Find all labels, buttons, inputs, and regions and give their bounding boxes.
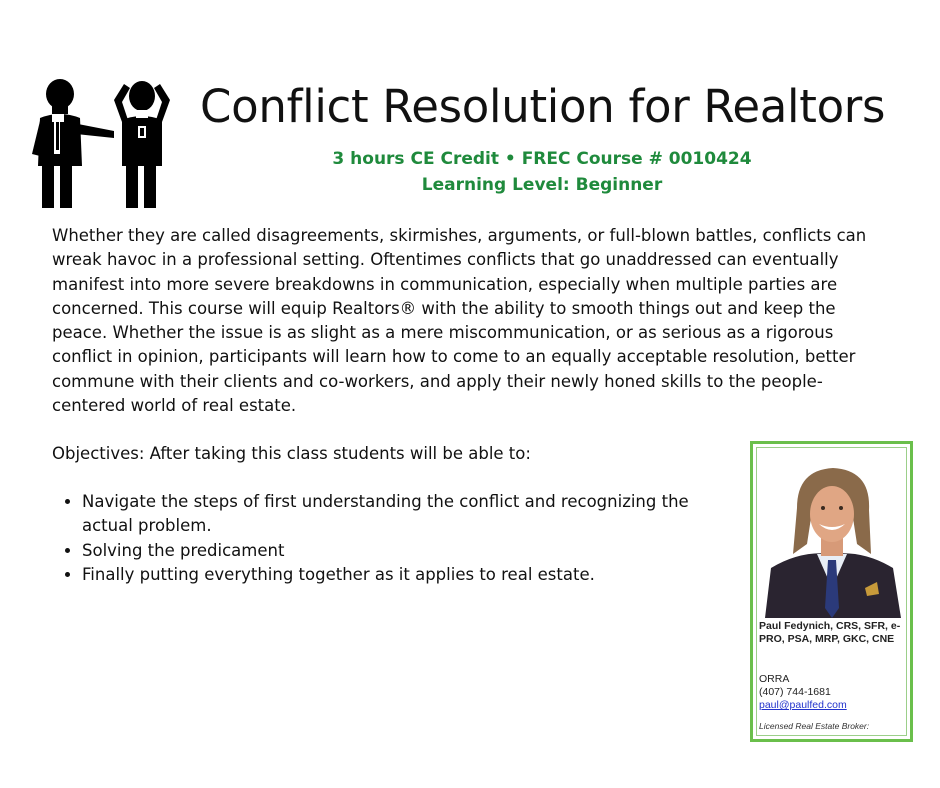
- learning-level: Learning Level: Beginner: [421, 175, 663, 195]
- objective-item: • Solving the predicament: [82, 539, 742, 563]
- objective-item: • Navigate the steps of first understanding the conflict and recognizing the actual problem.: [82, 490, 742, 539]
- instructor-org: ORRA: [759, 673, 790, 685]
- course-description: Whether they are called disagreements, skirmishes, arguments, or full-blown battles, conflicts can wreak havoc in a professional setting. Oftentimes conflicts that go unaddressed can eventually manifest into more severe breakdowns in communication, especially when multiple parties are concerned. This course will equip Realtors® with the ability to smooth things out and keep the peace. Whether the issue is as slight as a mere miscommunication, or as serious as a rigorous conflict in opinion, participants will learn how to come to an equally acceptable resolution, better commune with their clients and co-workers, and apply their newly honed skills to the people-centered world of real estate.: [52, 226, 867, 416]
- instructor-phone: (407) 744-1681: [759, 686, 831, 698]
- instructor-title: Licensed Real Estate Broker:: [759, 721, 870, 731]
- objectives-intro: Objectives: After taking this class students will be able to:: [52, 444, 531, 463]
- credit-line: 3 hours CE Credit • FREC Course # 0010424: [332, 149, 752, 169]
- two-people-conflict-icon: [30, 76, 178, 212]
- page-title: Conflict Resolution for Realtors: [200, 80, 886, 133]
- instructor-card: [750, 441, 913, 742]
- objectives-list: [52, 490, 742, 587]
- instructor-name: Paul Fedynich, CRS, SFR, e-PRO, PSA, MRP, GKC, CNE: [759, 620, 901, 645]
- instructor-email-link[interactable]: paul@paulfed.com: [759, 699, 847, 711]
- instructor-photo: [761, 458, 903, 618]
- course-info: [312, 146, 772, 198]
- objective-item: • Finally putting everything together as it applies to real estate.: [82, 563, 742, 587]
